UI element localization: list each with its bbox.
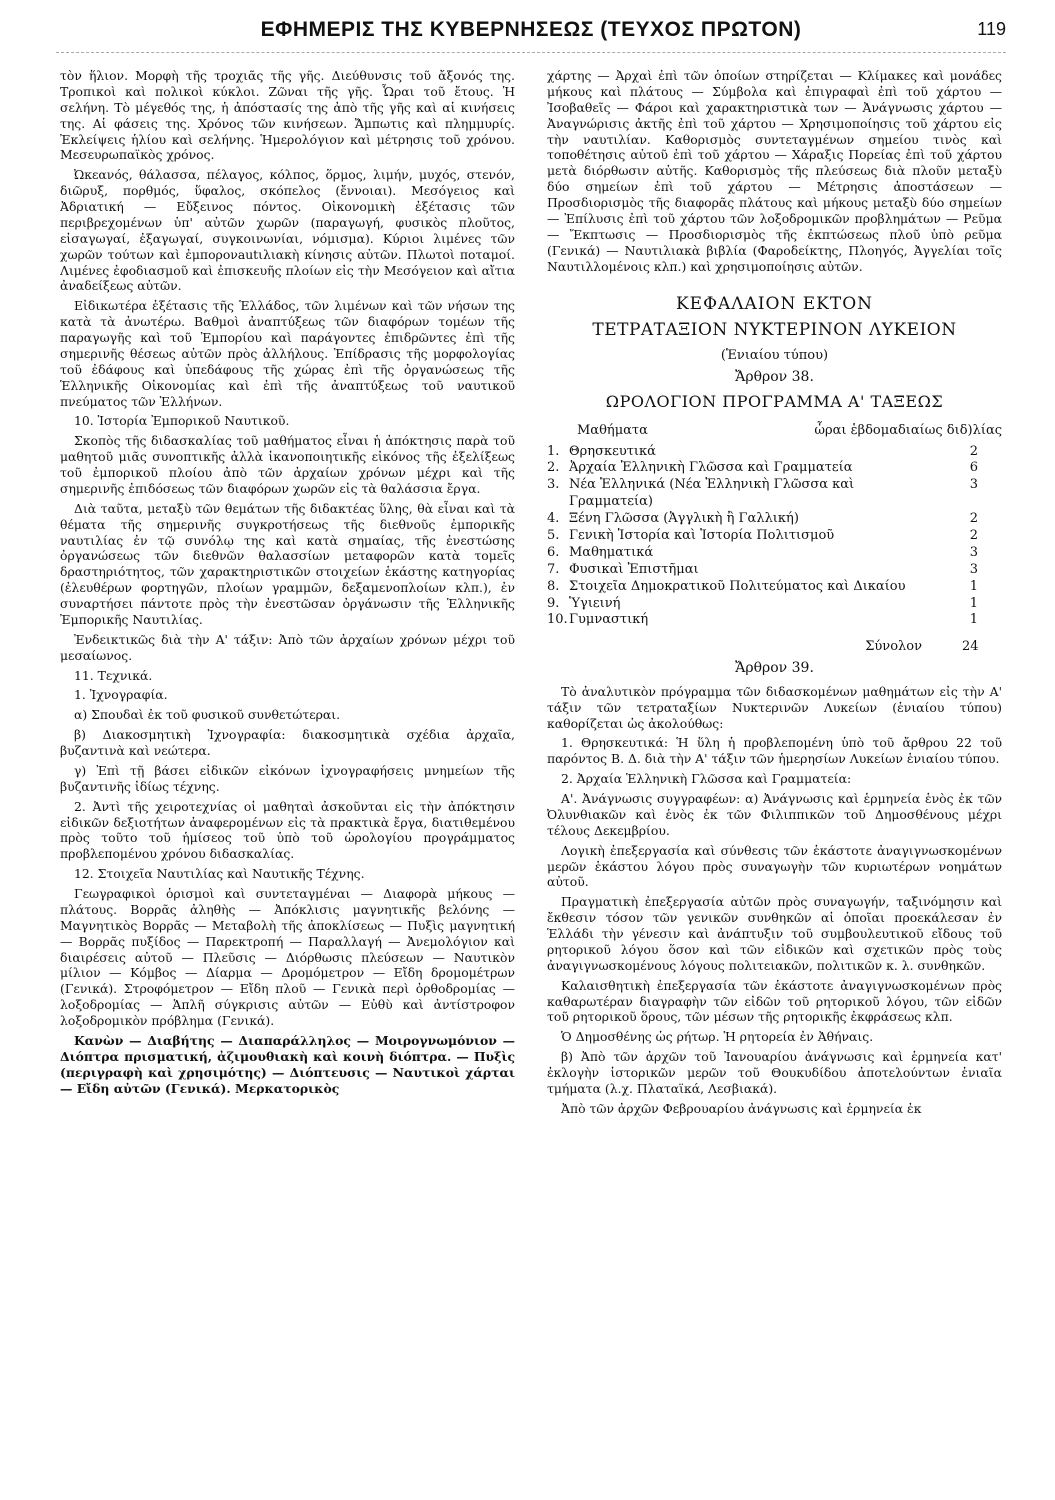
program-row: [547, 612, 1002, 629]
subject-name: Ξένη Γλῶσσα (Ἀγγλικὴ ἢ Γαλλική): [569, 511, 799, 527]
page-header: [56, 18, 1006, 48]
program-row: [547, 477, 1002, 511]
weekly-hours: 3: [969, 544, 978, 560]
paragraph: Ἀπὸ τῶν ἀρχῶν Φεβρουαρίου ἀνάγνωσις καὶ ἑρμηνεία ἐκ: [561, 1100, 922, 1116]
paragraph: χάρτης — Ἀρχαὶ ἐπὶ τῶν ὁποίων στηρίζεται — Κλίμακες καὶ μονάδες μήκους καὶ πλάτους — Σύμβολα καὶ ἐπιγραφαὶ ἐπὶ τοῦ χάρτου — Ἰσοβαθεῖς — Φάροι καὶ χαρακτηριστικὰ των — Ἀνάγνωσις χάρτου — Ἀναγνώρισις ἀκτῆς ἐπὶ τοῦ χάρτου — Χρησιμοποίησις τοῦ χάρτου εἰς τὴν ναυτιλίαν. Καθορισμὸς συντεταγμένων σημείου τινὸς καὶ τοποθέτησις αὐτοῦ ἐπὶ τοῦ χάρτου — Χάραξις Πορείας ἐπὶ τοῦ χάρτου μετὰ διόρθωσιν αὐτῆς. Καθορισμὸς τῆς πλεύσεως διὰ πλοῦν μεταξὺ δύο σημείων ἐπὶ τοῦ χάρτου — Μέτρησις ἀποστάσεων — Προσδιορισμὸς τῆς διαφορᾶς πλάτους καὶ μήκους μεταξὺ δύο σημείων — Ἐπίλυσις ἐπὶ τοῦ χάρτου τῶν λοξοδρομικῶν προβλημάτων — Ρεῦμα — Ἔκπτωσις — Προσδιορισμὸς τῆς ἐκπτώσεως πλοῦ ὑπὸ ρεῦμα (Γενικά) — Ναυτιλιακὰ βιβλία (Φαροδείκτης, Πλοηγός, Ἀγγελίαι τοῖς Ναυτιλλομένοις κλπ.) καὶ χρησιμοποίησις αὐτῶν.: [547, 68, 1002, 274]
program-row: [547, 511, 1002, 528]
paragraph: Ὠκεανός, θάλασσα, πέλαγος, κόλπος, ὅρμος, λιμήν, μυχός, στενόν, διῶρυξ, πορθμός, ὕφαλος, σκόπελος (ἔννοιαι). Μεσόγειος καὶ Ἀδριατική — Εὔξεινος πόντος. Οἰκονομικὴ ἐξέτασις τῶν περιβρεχομένων ὑπ' αὐτῶν χωρῶν (παραγωγή, φυσικὸς πλοῦτος, εἰσαγωγαί, ἐξαγωγαί, συγκοινωνίαι, νόμισμα). Κύριοι λιμένες τῶν χωρῶν τούτων καὶ ἐμπορονautιλιακὴ κίνησις αὐτῶν. Πλωτοὶ ποταμοί. Λιμένες ἐφοδιασμοῦ καὶ ἐπισκευῆς πλοίων εἰς τὴν Μεσόγειον καὶ αἴτια ἀναδείξεως αὐτῶν.: [60, 167, 515, 294]
list-item: α) Σπουδαὶ ἐκ τοῦ φυσικοῦ συνθετώτεραι.: [74, 707, 341, 723]
paragraph: Λογικὴ ἐπεξεργασία καὶ σύνθεσις τῶν ἑκάστοτε ἀναγιγνωσκομένων μερῶν ἑκάστου λόγου πρὸς συναγωγὴν τῶν κυριωτέρων νοημάτων αὐτοῦ.: [547, 842, 1002, 890]
weekly-hours: 2: [969, 511, 978, 527]
program-row: [547, 444, 1002, 461]
subject-name: Νέα Ἑλληνικά (Νέα Ἑλληνικὴ Γλῶσσα καὶ Γραμματεία): [569, 477, 855, 510]
chapter-heading: ΚΕΦΑΛΑΙΟΝ ΕΚΤΟΝ: [675, 294, 874, 315]
hours-column-header: ὧραι ἑβδομαδιαίως διδ)λίας: [814, 422, 1002, 438]
weekly-hours: 6: [969, 460, 978, 476]
program-row: [547, 596, 1002, 613]
weekly-hours: 1: [969, 612, 978, 628]
paragraph: Ἐνδεικτικῶς διὰ τὴν Α' τάξιν: Ἀπὸ τῶν ἀρχαίων χρόνων μέχρι τοῦ μεσαίωνος.: [60, 631, 515, 663]
row-number: 6.: [547, 544, 560, 560]
weekly-hours: 2: [969, 527, 978, 543]
row-number: 1.: [547, 443, 560, 459]
paragraph: Σκοπὸς τῆς διδασκαλίας τοῦ μαθήματος εἶναι ἡ ἀπόκτησις παρὰ τοῦ μαθητοῦ μιᾶς συνοπτικῆς ἀλλὰ ἱκανοποιητικῆς εἰκόνος τῆς ἐξελίξεως τοῦ ἐμπορικοῦ πλοίου ἀπὸ τῶν ἀρχαίων χρόνων μέχρι καὶ τῆς σημερινῆς ἐπιδόσεως τῶν διαφόρων χωρῶν εἰς τὰ θαλάσσια ἔργα.: [60, 433, 515, 496]
weekly-hours: 1: [969, 578, 978, 594]
section-heading: 11. Τεχνικά.: [74, 667, 153, 683]
subject-name: Ἀρχαία Ἑλληνικὴ Γλῶσσα καὶ Γραμματεία: [569, 460, 853, 476]
header-rule: [56, 52, 1006, 53]
gazette-title: ΕΦΗΜΕΡΙΣ ΤΗΣ ΚΥΒΕΡΝΗΣΕΩΣ (ΤΕΥΧΟΣ ΠΡΩΤΟΝ): [260, 18, 802, 41]
weekly-hours: 3: [969, 561, 978, 577]
subject-name: Στοιχεῖα Δημοκρατικοῦ Πολιτεύματος καὶ Δικαίου: [569, 578, 906, 594]
program-header: [547, 423, 1002, 440]
page-number: 119: [977, 19, 1006, 39]
total-value: 24: [962, 639, 979, 655]
chapter-subheading: ΤΕΤΡΑΤΑΞΙΟΝ ΝΥΚΤΕΡΙΝΟΝ ΛΥΚΕΙΟΝ: [592, 320, 957, 341]
article-heading: Ἄρθρον 38.: [735, 368, 814, 385]
left-column: [60, 68, 515, 1488]
paragraph: Διὰ ταῦτα, μεταξὺ τῶν θεμάτων τῆς διδακτέας ὕλης, θὰ εἶναι καὶ τὰ θέματα τῆς σημερινῆς συγκροτήσεως τῆς διεθνοῦς ἐμπορικῆς ναυτιλίας ἐν τῷ συνόλῳ της καὶ κατὰ σημαίας, τῆς ἐνεστώσης ὀργανώσεως τῶν διεθνῶν θαλασσίων μεταφορῶν κατὰ τομεῖς δραστηριότητος, τῶν χαρακτηριστικῶν στοιχείων ἑκάστης κατηγορίας (ἐλευθέρων φορτηγῶν, πλοίων γραμμῶν, δεξαμενοπλοίων κλπ.), ἐν συναρτήσει πάντοτε πρὸς τὴν ἐνεστῶσαν ὀργάνωσιν τῆς Ἑλληνικῆς Ἐμπορικῆς Ναυτιλίας.: [60, 500, 515, 627]
paragraph: Ὁ Δημοσθένης ὡς ρήτωρ. Ἡ ρητορεία ἐν Ἀθήναις.: [561, 1029, 874, 1045]
program-table: [547, 444, 1002, 630]
total-label: Σύνολον: [865, 639, 922, 655]
subject-name: Μαθηματικά: [569, 544, 654, 560]
list-item: β) Διακοσμητικὴ Ἰχνογραφία: διακοσμητικὰ σχέδια ἀρχαῖα, βυζαντινὰ καὶ νεώτερα.: [60, 727, 515, 758]
subjects-column-header: Μαθήματα: [577, 422, 648, 438]
weekly-hours: 2: [969, 443, 978, 459]
list-item: γ) Ἐπὶ τῇ βάσει εἰδικῶν εἰκόνων ἰχνογραφήσεις μνημείων τῆς βυζαντινῆς ἰδίως τέχνης.: [60, 762, 515, 794]
paragraph: 1. Θρησκευτικά: Ἡ ὕλη ἡ προβλεπομένη ὑπὸ τοῦ ἄρθρου 22 τοῦ παρόντος Β. Δ. διὰ τὴν Α' τάξιν τῶν ἡμερησίων Λυκείων ἑνιαίου τύπου.: [547, 735, 1002, 767]
program-row: [547, 545, 1002, 562]
paragraph: Πραγματικὴ ἐπεξεργασία αὐτῶν πρὸς συναγωγήν, ταξινόμησιν καὶ ἔκθεσιν τόσον τῶν γενικῶν συνθηκῶν αἱ ὁποῖαι προεκάλεσαν ἐν Ἑλλάδι τὴν γένεσιν καὶ ἀνάπτυξιν τοῦ συμβουλευτικοῦ εἴδους τοῦ ρητορικοῦ λόγου ὅσον καὶ τῶν εἰδικῶν καὶ σχετικῶν πρὸς τοὺς ἀναγιγνωσκομένους λόγους πολιτειακῶν, πολιτικῶν κ. λ. συνθηκῶν.: [547, 894, 1002, 973]
row-number: 10.: [547, 612, 568, 628]
row-number: 5.: [547, 527, 560, 543]
weekly-hours: 1: [969, 595, 978, 611]
subject-name: Φυσικαὶ Ἐπιστῆμαι: [569, 561, 699, 577]
program-row: [547, 528, 1002, 545]
subject-name: Ὑγιεινή: [569, 595, 621, 611]
paragraph: 2. Ἀντὶ τῆς χειροτεχνίας οἱ μαθηταὶ ἀσκοῦνται εἰς τὴν ἀπόκτησιν εἰδικῶν δεξιοτήτων ἀναφερομένων εἰς τὰ πρακτικὰ ἔργα, διατιθεμένου πρὸς τοῦτο τοῦ ἡμίσεος τοῦ ὑπὸ τοῦ ὡρολογίου προγράμματος προβλεπομένου χρόνου διδασκαλίας.: [60, 798, 515, 862]
section-heading: 12. Στοιχεῖα Ναυτιλίας καὶ Ναυτικῆς Τέχνης.: [74, 866, 365, 882]
program-row: [547, 562, 1002, 579]
paragraph: Καλαισθητικὴ ἐπεξεργασία τῶν ἑκάστοτε ἀναγιγνωσκομένων πρὸς καθαρωτέραν διαγραφὴν τῶν εἰδῶν τοῦ ρητορικοῦ λόγου, τῶν εἰδῶν τοῦ ρητορικοῦ ὅρους, τῶν μέσων τῆς ρητορικῆς ἐκφράσεως κλπ.: [547, 977, 1002, 1025]
paragraph: Εἰδικωτέρα ἐξέτασις τῆς Ἑλλάδος, τῶν λιμένων καὶ τῶν νήσων της κατὰ τὰ ἀνωτέρω. Βαθμοὶ ἀναπτύξεως τῶν διαφόρων τομέων τῆς παραγωγῆς καὶ τοῦ Ἐμπορίου καὶ παράγοντες ἐπιδρῶντες ἐπὶ τῆς σημερινῆς θέσεως αὐτῶν πρὸς ἀλλήλους. Ἐπίδρασις τῆς μορφολογίας τοῦ ἐδάφους καὶ ὑπεδάφους τῆς χώρας ἐπὶ τῆς ὀργανώσεως τῆς Ἑλληνικῆς Οἰκονομίας καὶ ἐπὶ τῆς ἀναπτύξεως τοῦ ναυτικοῦ πνεύματος τῶν Ἑλλήνων.: [60, 298, 515, 409]
paragraph: Γεωγραφικοὶ ὁρισμοὶ καὶ συντεταγμέναι — Διαφορὰ μήκους — πλάτους. Βορρᾶς ἀληθὴς — Ἀπόκλισις μαγνητικῆς βελόνης — Μαγνητικὸς Βορρᾶς — Μεταβολὴ τῆς ἀποκλίσεως — Πυξὶς μαγνητική — Βορρᾶς πυξίδος — Παρεκτροπή — Παραλλαγή — Ἀνεμολόγιον καὶ διαιρέσεις αὐτοῦ — Πλεῦσις — Διόρθωσις πλεύσεων — Ναυτικὸν μίλιον — Κόμβος — Δίαρμα — Δρομόμετρον — Εἴδη δρομομέτρων (Γενικά). Στροφόμετρον — Εἴδη πλοῦ — Γενικὰ περὶ ὀρθοδρομίας — λοξοδρομίας — Ἁπλῆ σύγκρισις αὐτῶν — Εὐθὺ καὶ ἀντίστροφον λοξοδρομικὸν πρόβλημα (Γενικά).: [60, 886, 515, 1028]
weekly-hours: 3: [969, 477, 978, 493]
article-heading: Ἄρθρον 39.: [735, 659, 814, 676]
school-type: (Ἑνιαίου τύπου): [720, 347, 829, 363]
program-title: ΩΡΟΛΟΓΙΟΝ ΠΡΟΓΡΑΜΜΑ Α' ΤΑΞΕΩΣ: [605, 392, 944, 412]
right-column: [547, 68, 1002, 1488]
paragraph: Α'. Ἀνάγνωσις συγγραφέων: α) Ἀνάγνωσις καὶ ἑρμηνεία ἑνὸς ἐκ τῶν Ὀλυνθιακῶν καὶ ἑνὸς ἐκ τῶν Φιλιππικῶν τοῦ Δημοσθένους μέχρι τέλους Δεκεμβρίου.: [547, 791, 1002, 838]
paragraph: β) Ἀπὸ τῶν ἀρχῶν τοῦ Ἰανουαρίου ἀνάγνωσις καὶ ἑρμηνεία κατ' ἐκλογὴν ἱστορικῶν μερῶν τοῦ Θουκυδίδου ἀποτελούντων ἑνιαῖα τμήματα (λ.χ. Πλαταϊκά, Λεσβιακά).: [547, 1049, 1002, 1096]
paragraph: 2. Ἀρχαία Ἑλληνικὴ Γλῶσσα καὶ Γραμματεία:: [561, 771, 852, 787]
program-total: [547, 639, 1002, 656]
row-number: 8.: [547, 578, 560, 594]
row-number: 4.: [547, 511, 560, 527]
subsection-heading: 1. Ἰχνογραφία.: [74, 687, 168, 703]
row-number: 7.: [547, 561, 560, 577]
program-row: [547, 579, 1002, 596]
paragraph: τὸν ἥλιον. Μορφὴ τῆς τροχιᾶς τῆς γῆς. Διεύθυνσις τοῦ ἄξονός της. Τροπικοὶ καὶ πολικοὶ κύκλοι. Ζῶναι τῆς γῆς. Ὧραι τοῦ ἔτους. Ἡ σελήνη. Τὸ μέγεθός της, ἡ ἀπόστασίς της ἀπὸ τῆς γῆς καὶ αἱ κινήσεις της. Αἱ φάσεις της. Χρόνος τῶν κινήσεων. Ἄμπωτις καὶ πλημμυρίς. Ἐκλείψεις ἡλίου καὶ σελήνης. Ἡμερολόγιον καὶ μέτρησις τοῦ χρόνου. Μεσευρωπαϊκὸς χρόνος.: [60, 68, 515, 163]
paragraph: Τὸ ἀναλυτικὸν πρόγραμμα τῶν διδασκομένων μαθημάτων εἰς τὴν Α' τάξιν τῶν τετραταξίων Νυκτερινῶν Λυκείων (ἑνιαίου τύπου) καθορίζεται ὡς ἀκολούθως:: [547, 683, 1002, 731]
row-number: 9.: [547, 595, 560, 611]
section-heading: 10. Ἱστορία Ἐμπορικοῦ Ναυτικοῦ.: [74, 413, 290, 429]
subject-name: Θρησκευτικά: [569, 443, 656, 459]
row-number: 2.: [547, 460, 560, 476]
paragraph: Κανὼν — Διαβήτης — Διαπαράλληλος — Μοιρογνωμόνιον — Διόπτρα πρισματική, ἀζιμουθιακὴ καὶ κοινὴ διόπτρα. — Πυξὶς (περιγραφὴ καὶ χρησιμότης) — Διόπτευσις — Ναυτικοὶ χάρται — Εἴδη αὐτῶν (Γενικά). Μερκατορικὸς: [60, 1032, 515, 1096]
subject-name: Γενικὴ Ἱστορία καὶ Ἱστορία Πολιτισμοῦ: [569, 527, 835, 543]
program-row: [547, 460, 1002, 477]
subject-name: Γυμναστική: [569, 612, 649, 628]
row-number: 3.: [547, 477, 560, 493]
